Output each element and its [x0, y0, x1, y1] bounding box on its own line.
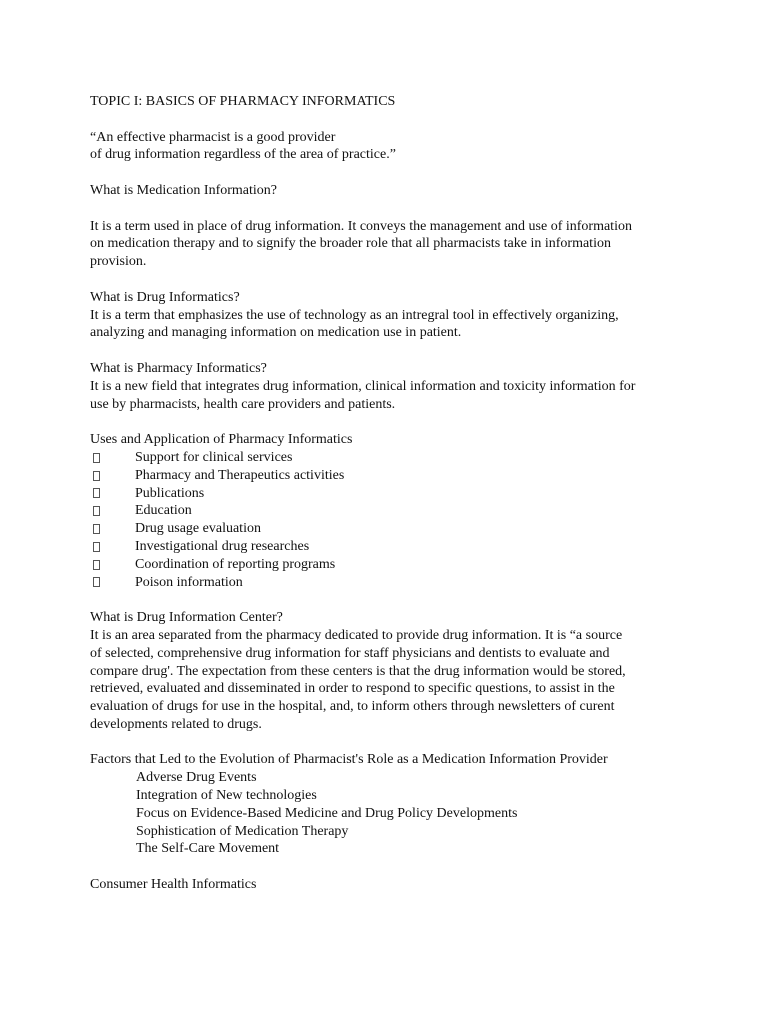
medication-info-heading: What is Medication Information? — [90, 182, 277, 198]
list-item: Adverse Drug Events — [136, 770, 257, 786]
checkbox-bullet-icon — [93, 577, 100, 587]
list-item: Drug usage evaluation — [90, 520, 690, 538]
dic-text-3: compare drug'. The expectation from these centers is that the drug information would be stored, — [90, 663, 626, 679]
checkbox-bullet-icon — [93, 506, 100, 516]
pharmacy-informatics-heading: What is Pharmacy Informatics? — [90, 360, 267, 376]
document-title: TOPIC I: BASICS OF PHARMACY INFORMATICS — [90, 94, 396, 109]
list-item: Support for clinical services — [90, 449, 690, 467]
list-item: Pharmacy and Therapeutics activities — [90, 467, 690, 485]
pharmacy-informatics-text-2: use by pharmacists, health care providers and patients. — [90, 396, 396, 412]
list-item: Integration of New technologies — [136, 788, 317, 804]
checkbox-bullet-icon — [93, 471, 100, 481]
list-item: The Self-Care Movement — [136, 841, 280, 857]
drug-informatics-text-1: It is a term that emphasizes the use of technology as an intregral tool in effectively organizing, — [90, 307, 619, 323]
factors-heading: Factors that Led to the Evolution of Pharmacist's Role as a Medication Information Provider — [90, 752, 608, 768]
dic-text-2: of selected, comprehensive drug information for staff physicians and dentists to evaluate and — [90, 645, 610, 661]
medication-info-text-3: provision. — [90, 254, 147, 270]
dic-text-1: It is an area separated from the pharmacy dedicated to provide drug information. It is “a source — [90, 627, 623, 643]
drug-informatics-text-2: analyzing and managing information on medication use in patient. — [90, 325, 462, 341]
list-item: Poison information — [90, 574, 690, 592]
checkbox-bullet-icon — [93, 524, 100, 534]
medication-info-text-1: It is a term used in place of drug information. It conveys the management and use of information — [90, 218, 632, 234]
list-item: Coordination of reporting programs — [90, 556, 690, 574]
document-page — [90, 93, 690, 894]
checkbox-bullet-icon — [93, 488, 100, 498]
list-item: Focus on Evidence-Based Medicine and Drug Policy Developments — [136, 805, 518, 821]
dic-text-5: evaluation of drugs for use in the hospital, and, to inform others through newsletters of curent — [90, 699, 615, 715]
checkbox-bullet-icon — [93, 453, 100, 463]
dic-text-4: retrieved, evaluated and disseminated in order to respond to specific questions, to assist in the — [90, 681, 615, 697]
uses-list — [90, 449, 690, 591]
list-item: Sophistication of Medication Therapy — [136, 823, 349, 839]
uses-heading: Uses and Application of Pharmacy Informatics — [90, 432, 353, 448]
dic-text-6: developments related to drugs. — [90, 716, 262, 732]
dic-heading: What is Drug Information Center? — [90, 610, 283, 626]
list-item: Education — [90, 502, 690, 520]
quote-line-2: of drug information regardless of the area of practice.” — [90, 147, 396, 163]
pharmacy-informatics-text-1: It is a new field that integrates drug information, clinical information and toxicity information for — [90, 378, 636, 394]
quote-line-1: “An effective pharmacist is a good provider — [90, 129, 336, 145]
checkbox-bullet-icon — [93, 560, 100, 570]
consumer-heading: Consumer Health Informatics — [90, 877, 257, 893]
list-item: Investigational drug researches — [90, 538, 690, 556]
checkbox-bullet-icon — [93, 542, 100, 552]
factors-list — [90, 769, 690, 858]
drug-informatics-heading: What is Drug Informatics? — [90, 289, 240, 305]
medication-info-text-2: on medication therapy and to signify the broader role that all pharmacists take in information — [90, 236, 611, 252]
list-item: Publications — [90, 485, 690, 503]
